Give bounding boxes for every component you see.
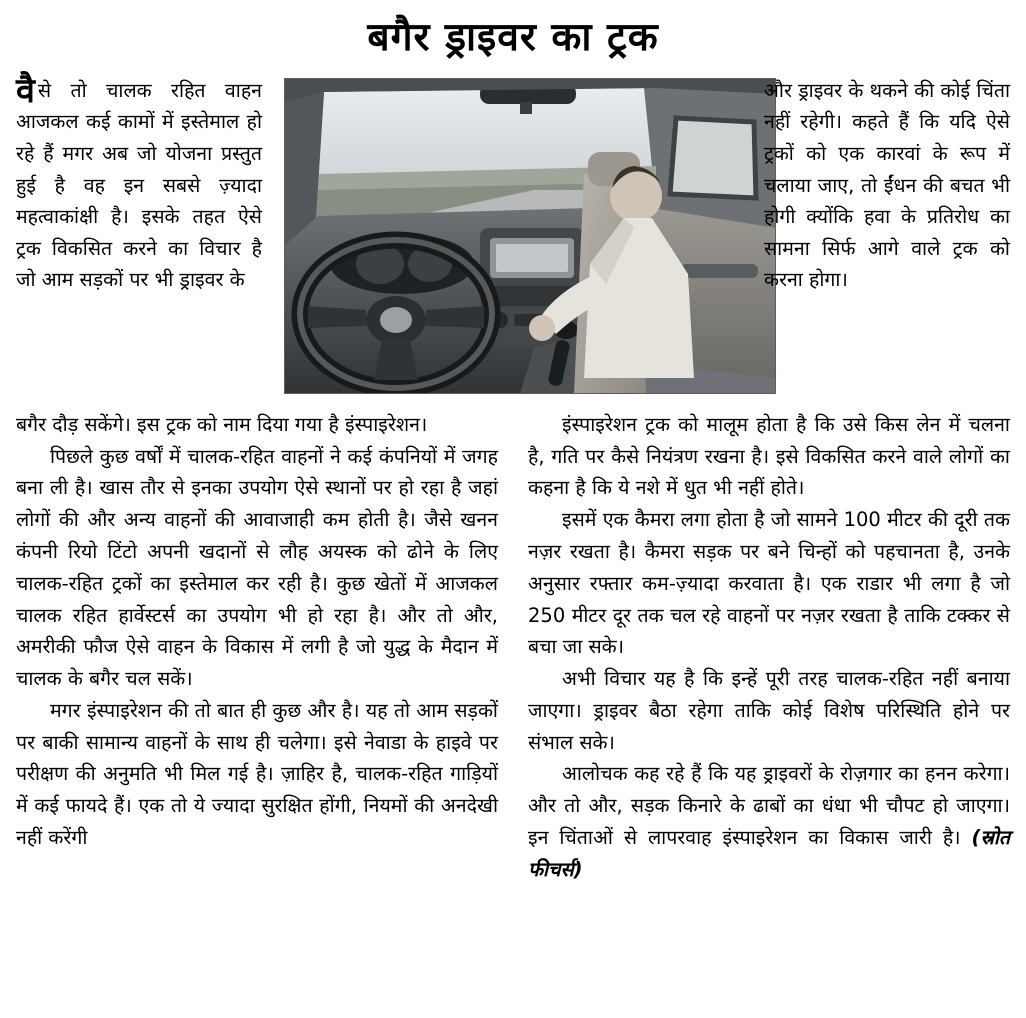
- intro-right-column: [764, 75, 1010, 296]
- paragraph-right-1: इसमें एक कैमरा लगा होता है जो सामने 100 मीटर की दूरी तक नज़र रखता है। कैमरा सड़क पर बने चिन्हों को पहचानता है, उनके अनुसार रफ्तार कम-ज़्यादा करवाता है। एक राडार भी लगा है जो 250 मीटर दूर तक चल रहे वाहनों पर नज़र रखता है ताकि टक्कर से बचा जा सके।: [528, 508, 1010, 659]
- top-block: [16, 70, 1010, 405]
- article-photo: [284, 78, 776, 394]
- paragraph-right-3-text: आलोचक कह रहे हैं कि यह ड्राइवरों के रोज़गार का हनन करेगा। और तो और, सड़क किनारे के ढाबों का धंधा भी चौपट हो जाएगा। इन चिंताओं से लापरवाह इंस्पाइरेशन का विकास जारी है।: [528, 762, 1010, 849]
- paragraph-left-1: पिछले कुछ वर्षों में चालक-रहित वाहनों ने कई कंपनियों में जगह बना ली है। खास तौर से इनका उपयोग ऐसे स्थानों पर हो रहा है जहां लोगों की और अन्य वाहनों की आवाजाही कम होती है। जैसे खनन कंपनी रियो टिंटो अपनी खदानों से लौह अयस्क को ढोने के लिए चालक-रहित ट्रकों का इस्तेमाल कर रही है। कुछ खेतों में आजकल चालक रहित हार्वेस्टर्स का उपयोग भी हो रहा है। और तो और, अमरीकी फौज ऐसे वाहन के विकास में लगी है जो युद्ध के मैदान में चालक के बगैर चल सकें।: [16, 444, 498, 691]
- paragraph-right-continuation: इंस्पाइरेशन ट्रक को मालूम होता है कि उसे किस लेन में चलना है, गति पर कैसे नियंत्रण रखना है। इसे विकसित करने वाले लोगों का कहना है कि ये नशे में धुत भी नहीं होते।: [528, 412, 1010, 500]
- car-interior-illustration: [284, 78, 776, 394]
- article-body: [16, 409, 1010, 886]
- paragraph-right-3: [528, 758, 1010, 885]
- intro-right-text: और ड्राइवर के थकने की कोई चिंता नहीं रहेगी। कहते हैं कि यदि ऐसे ट्रकों को एक कारवां के रूप में चलाया जाए, तो ईंधन की बचत भी होगी क्योंकि हवा के प्रतिरोध का सामना सिर्फ आगे वाले ट्रक को करना होगा।: [764, 78, 1010, 292]
- body-columns: [16, 409, 1010, 886]
- source-credit: (स्रोत फीचर्स): [528, 826, 1010, 881]
- paragraph-right-2: अभी विचार यह है कि इन्हें पूरी तरह चालक-रहित नहीं बनाया जाएगा। ड्राइवर बैठा रहेगा ताकि कोई विशेष परिस्थिति होने पर संभाल सके।: [528, 667, 1010, 754]
- paragraph-left-2: मगर इंस्पाइरेशन की तो बात ही कुछ और है। यह तो आम सड़कों पर बाकी सामान्य वाहनों के साथ ही चलेगा। इसे नेवाडा के हाइवे पर परीक्षण की अनुमति भी मिल गई है। ज़ाहिर है, चालक-रहित गाड़ियों में कई फायदे हैं। एक तो ये ज्यादा सुरक्षित होंगी, नियमों की अनदेखी नहीं करेंगी: [16, 698, 498, 849]
- paragraph-left-continuation: बगैर दौड़ सकेंगे। इस ट्रक को नाम दिया गया है इंस्पाइरेशन।: [16, 412, 428, 436]
- intro-left-column: [16, 70, 262, 296]
- intro-left-text: से तो चालक रहित वाहन आजकल कई कामों में इस्तेमाल हो रहे हैं मगर अब जो योजना प्रस्तुत हुई है वह इन सबसे ज़्यादा महत्वाकांक्षी है। इसके तहत ऐसे ट्रक विकसित करने का विचार है जो आम सड़कों पर भी ड्राइवर के: [16, 78, 262, 292]
- page-title: बगैर ड्राइवर का ट्रक: [367, 15, 659, 60]
- drop-cap: वै: [16, 70, 35, 111]
